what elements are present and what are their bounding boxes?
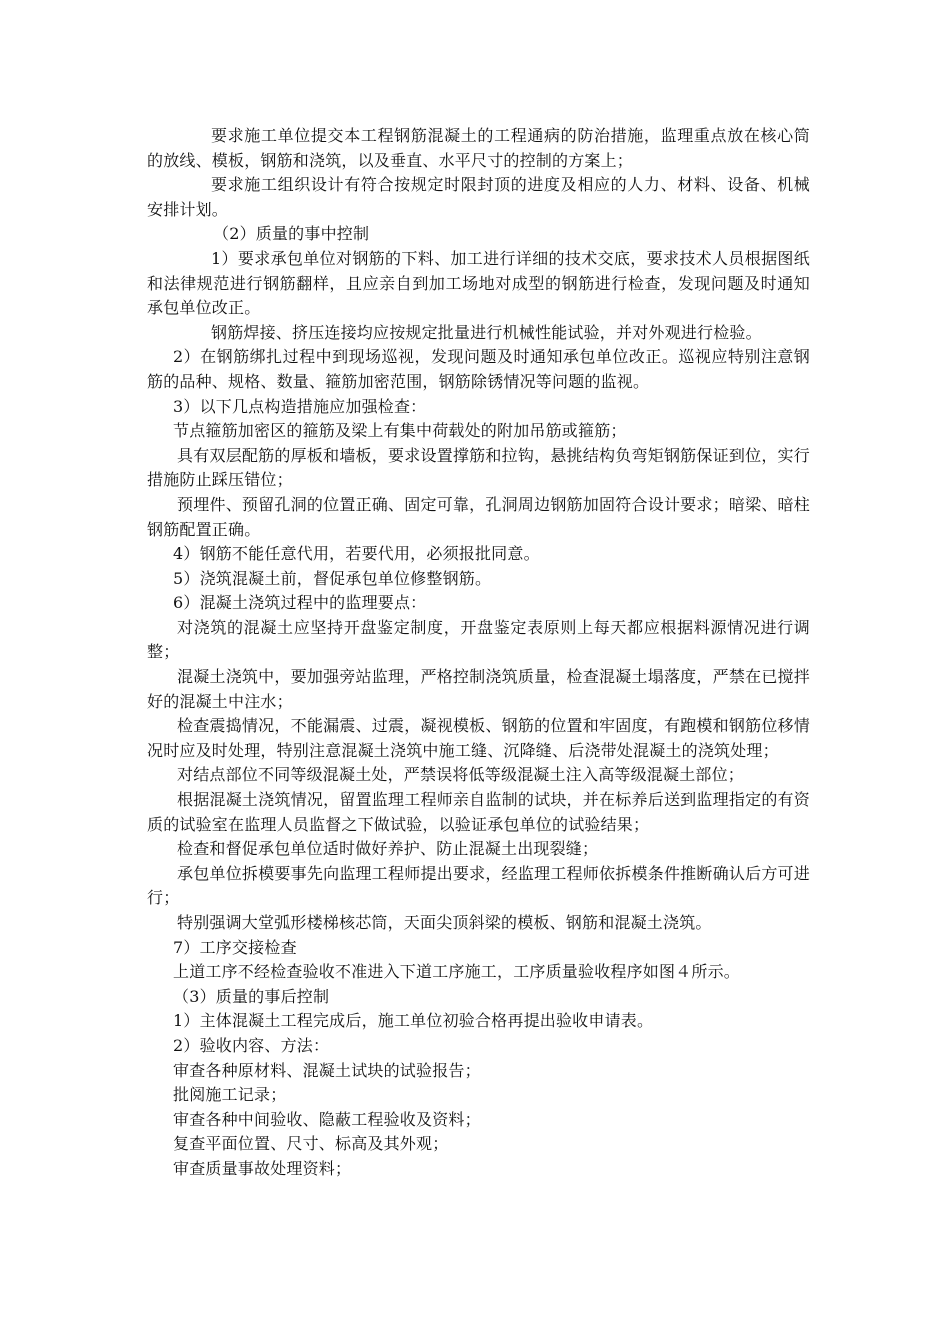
- paragraph: 审查各种中间验收、隐蔽工程验收及资料；: [173, 1109, 481, 1129]
- paragraph: 具有双层配筋的厚板和墙板，要求设置撑筋和拉钩，悬挑结构负弯矩钢筋保证到位，实行措施防止踩压错位；: [147, 445, 810, 490]
- paragraph: 要求施工单位提交本工程钢筋混凝土的工程通病的防治措施，监理重点放在核心筒的放线、模板，钢筋和浇筑，以及垂直、水平尺寸的控制的方案上；: [147, 126, 810, 170]
- paragraph: 2）在钢筋绑扎过程中到现场巡视，发现问题及时通知承包单位改正。巡视应特别注意钢筋的品种、规格、数量、箍筋加密范围，钢筋除锈情况等问题的监视。: [147, 347, 810, 391]
- paragraph: 钢筋焊接、挤压连接均应按规定批量进行机械性能试验，并对外观进行检验。: [211, 322, 762, 342]
- paragraph: 节点箍筋加密区的箍筋及梁上有集中荷载处的附加吊筋或箍筋；: [173, 421, 627, 441]
- paragraph: 2）验收内容、方法：: [173, 1035, 330, 1055]
- paragraph: 检查和督促承包单位适时做好养护、防止混凝土出现裂缝；: [177, 839, 599, 859]
- paragraph: 根据混凝土浇筑情况，留置监理工程师亲自监制的试块，并在标养后送到监理指定的有资质的试验室在监理人员监督之下做试验，以验证承包单位的试验结果；: [147, 790, 810, 834]
- paragraph: 1）主体混凝土工程完成后，施工单位初验合格再提出验收申请表。: [173, 1011, 654, 1031]
- paragraph: 检查震捣情况，不能漏震、过震，凝视模板、钢筋的位置和牢固度，有跑模和钢筋位移情况时应及时处理，特别注意混凝土浇筑中施工缝、沉降缝、后浇带处混凝土的浇筑处理；: [147, 716, 810, 760]
- paragraph: 混凝土浇筑中，要加强旁站监理，严格控制浇筑质量，检查混凝土塌落度，严禁在已搅拌好的混凝土中注水；: [147, 667, 810, 711]
- paragraph: 批阅施工记录；: [173, 1085, 287, 1105]
- paragraph: 预埋件、预留孔洞的位置正确、固定可靠，孔洞周边钢筋加固符合设计要求；暗梁、暗柱钢筋配置正确。: [147, 494, 810, 539]
- paragraph: 3）以下几点构造措施应加强检查：: [173, 396, 427, 416]
- paragraph: 承包单位拆模要事先向监理工程师提出要求，经监理工程师依拆模条件推断确认后方可进行；: [147, 863, 810, 908]
- paragraph: 要求施工组织设计有符合按规定时限封顶的进度及相应的人力、材料、设备、机械安排计划。: [147, 175, 810, 219]
- paragraph: 上道工序不经检查验收不准进入下道工序施工，工序质量验收程序如图４所示。: [173, 962, 741, 982]
- paragraph: 5）浇筑混凝土前，督促承包单位修整钢筋。: [173, 568, 492, 588]
- paragraph: 1）要求承包单位对钢筋的下料、加工进行详细的技术交底，要求技术人员根据图纸和法律规范进行钢筋翻样，且应亲自到加工场地对成型的钢筋进行检查，发现问题及时通知承包单位改正。: [147, 248, 810, 318]
- paragraph: 复查平面位置、尺寸、标高及其外观；: [173, 1134, 449, 1154]
- paragraph: 审查质量事故处理资料；: [173, 1158, 352, 1178]
- paragraph: 7）工序交接检查: [173, 937, 297, 957]
- section-heading: （3）质量的事后控制: [173, 986, 330, 1006]
- paragraph: 4）钢筋不能任意代用，若要代用，必须报批同意。: [173, 544, 540, 564]
- paragraph: 审查各种原材料、混凝土试块的试验报告；: [173, 1060, 481, 1080]
- document-body: [147, 124, 810, 1182]
- paragraph: 对浇筑的混凝土应坚持开盘鉴定制度，开盘鉴定表原则上每天都应根据料源情况进行调整；: [147, 617, 810, 662]
- paragraph: 对结点部位不同等级混凝土处，严禁误将低等级混凝土注入高等级混凝土部位；: [177, 765, 745, 785]
- paragraph: 6）混凝土浇筑过程中的监理要点：: [173, 593, 427, 613]
- section-heading: （2）质量的事中控制: [213, 224, 370, 244]
- paragraph: 特别强调大堂弧形楼梯核芯筒，天面尖顶斜梁的模板、钢筋和混凝土浇筑。: [177, 913, 712, 932]
